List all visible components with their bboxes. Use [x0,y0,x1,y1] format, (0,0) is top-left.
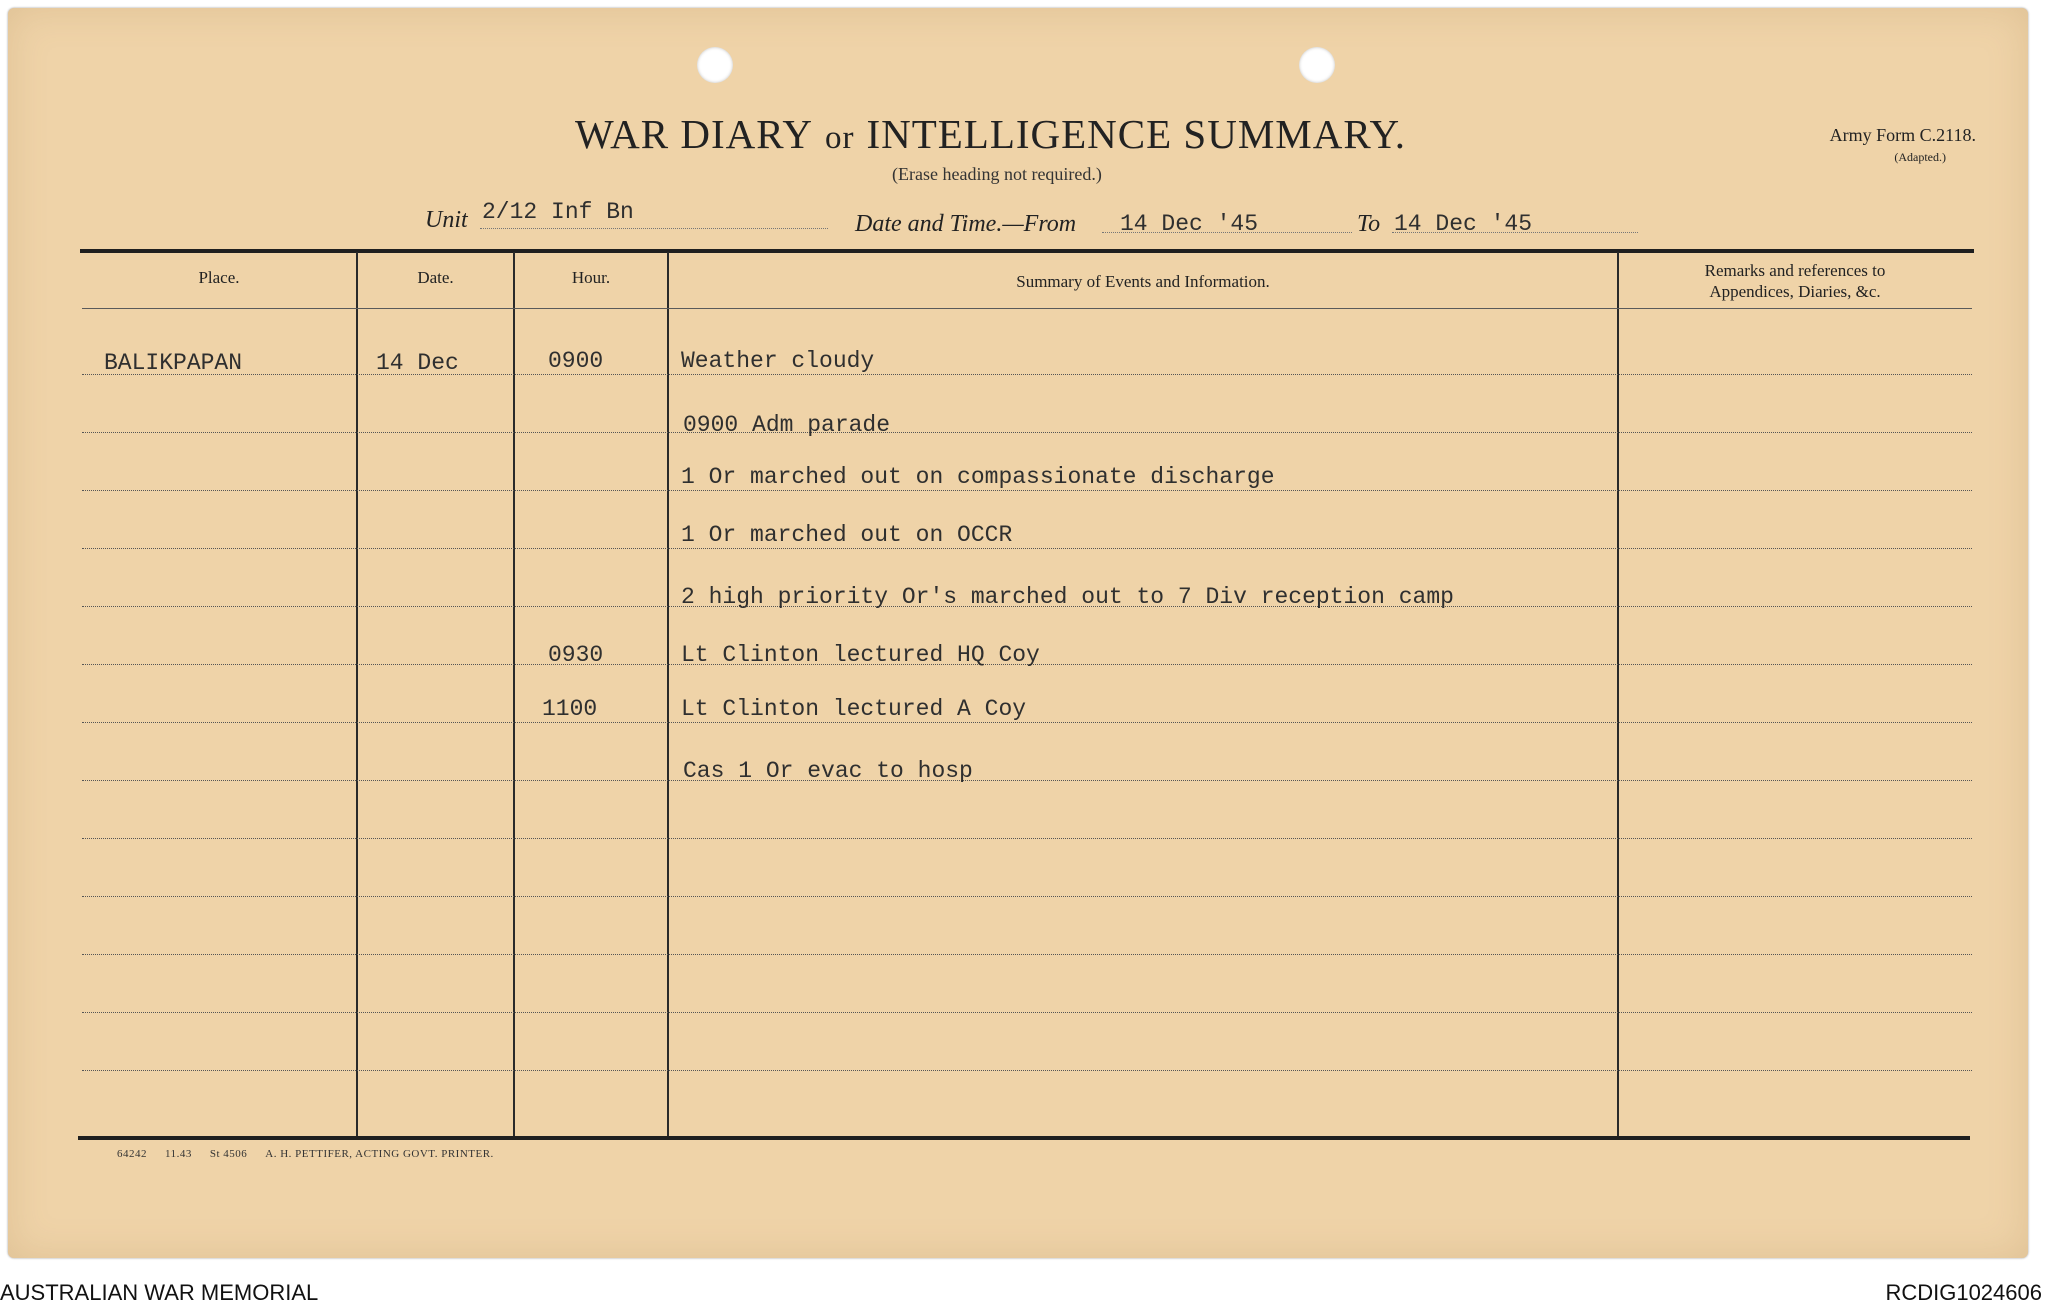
entry-date: 14 Dec [376,350,459,376]
entry-summary: 2 high priority Or's marched out to 7 Div reception camp [681,584,1454,610]
header-remarks-line2: Appendices, Diaries, &c. [1709,282,1881,301]
punch-hole-right [1299,47,1335,83]
unit-label: Unit [425,207,468,233]
header-remarks-line1: Remarks and references to [1704,261,1886,280]
header-summary: Summary of Events and Information. [1016,272,1270,291]
entry-summary: Lt Clinton lectured A Coy [681,696,1027,722]
row-rule-2 [82,432,1972,433]
row-rule-11 [82,954,1972,955]
row-rule-7 [82,722,1972,723]
printer-imprint [117,1148,512,1160]
to-label: To [1357,211,1381,237]
row-rule-8 [82,780,1972,781]
title-or: or [824,120,855,156]
table-bottom-rule [78,1136,1970,1140]
imprint-code-3: St 4506 [209,1148,248,1160]
table-top-rule [80,249,1974,253]
header-row-rule [82,308,1972,309]
row-rule-12 [82,1012,1972,1013]
unit-value: 2/12 Inf Bn [482,199,634,225]
entry-hour: 0900 [548,348,604,374]
entry-hour: 0930 [548,642,604,668]
date-time-label: Date and Time.—From [855,211,1077,237]
entry-hour: 1100 [542,696,598,722]
row-rule-3 [82,490,1972,491]
row-rule-9 [82,838,1972,839]
from-value: 14 Dec '45 [1120,211,1259,237]
header-hour: Hour. [571,268,611,287]
caption-left: AUSTRALIAN WAR MEMORIAL [0,1280,319,1305]
row-rule-13 [82,1070,1972,1071]
column-divider-3 [667,252,669,1136]
column-divider-4 [1617,252,1619,1136]
adapted-label: (Adapted.) [1894,150,1946,164]
header-place: Place. [198,268,240,287]
title-war-diary: WAR DIARY [575,111,813,157]
entry-summary: 1 Or marched out on compassionate discharge [681,464,1275,490]
row-rule-10 [82,896,1972,897]
entry-summary: 1 Or marched out on OCCR [681,522,1013,548]
header-remarks [1619,260,1971,302]
title-intelligence-summary: INTELLIGENCE SUMMARY. [866,111,1407,157]
entry-summary: Weather cloudy [681,348,875,374]
imprint-printer: A. H. PETTIFER, ACTING GOVT. PRINTER. [265,1148,494,1160]
entry-summary: Lt Clinton lectured HQ Coy [681,642,1040,668]
column-divider-1 [356,252,358,1136]
imprint-code-1: 64242 [117,1148,147,1160]
army-form-number [1830,124,1976,168]
column-divider-2 [513,252,515,1136]
to-value: 14 Dec '45 [1394,211,1533,237]
row-rule-1 [82,374,1972,375]
entry-summary: 0900 Adm parade [683,412,891,438]
entry-summary: Cas 1 Or evac to hosp [683,758,973,784]
form-subtitle: (Erase heading not required.) [892,164,1102,184]
imprint-code-2: 11.43 [165,1148,192,1160]
army-form-label: Army Form C.2118. [1829,125,1976,145]
punch-hole-left [697,47,733,83]
entry-place: BALIKPAPAN [104,350,243,376]
unit-line [480,228,828,229]
row-rule-4 [82,548,1972,549]
header-date: Date. [417,268,454,287]
caption-right: RCDIG1024606 [1885,1280,2042,1305]
form-title [575,110,1406,158]
